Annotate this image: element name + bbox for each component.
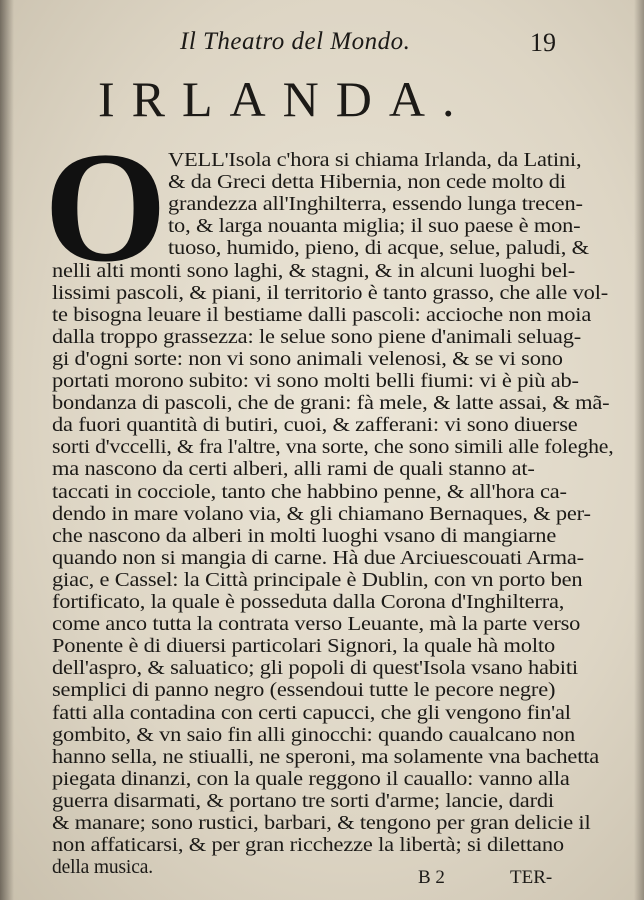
text-line: & manare; sono rustici, barbari, & tengono per gran delicie il (52, 813, 591, 834)
text-line: gombito, & vn saio fin alli ginocchi: quando caualcano non (52, 724, 576, 746)
chapter-title: IRLANDA. (98, 71, 472, 127)
text-line: Ponente è di diuersi particolari Signori, la quale hà molto (52, 636, 555, 658)
drop-cap-initial: O (44, 120, 167, 295)
text-line: dalla troppo grassezza: le selue sono piene d'animali seluag- (52, 326, 582, 348)
text-line: fortificato, la quale è posseduta dalla Corona d'Inghilterra, (52, 592, 565, 613)
text-line: piegata dinanzi, con la quale reggono il cauallo: vanno alla (52, 768, 570, 790)
text-line: della musica. (52, 857, 153, 879)
text-line: dendo in mare volano via, & gli chiamano Bernaques, & per- (52, 503, 591, 525)
text-line: come anco tutta la contrata verso Leuante, mà la parte verso (52, 614, 581, 636)
text-line: fatti alla contadina con certi capucci, che gli vengono fin'al (52, 702, 571, 724)
text-line: ma nascono da certi alberi, alli rami de quali stanno at- (52, 459, 535, 481)
footer-line (0, 867, 644, 891)
text-line: sorti d'vccelli, & fra l'altre, vna sorte, che sono simili alle foleghe, (52, 437, 614, 459)
text-line: bondanza di pascoli, che de grani: fà mele, & latte assai, & mã- (52, 393, 610, 415)
page-edge-shadow-right (634, 0, 644, 900)
text-line: VELL'Isola c'hora si chiama Irlanda, da Latini, (168, 150, 582, 171)
text-line: quando non si mangia di carne. Hà due Arciuescouati Arma- (52, 547, 584, 569)
text-line: te bisogna leuare il bestiame dalli pascoli: accioche non moia (52, 304, 592, 326)
text-line: to, & larga nouanta miglia; il suo paese è mon- (168, 216, 581, 238)
text-line: guerra disarmati, & portano tre sorti d'arme; lancie, dardi (52, 790, 554, 812)
page-edge-shadow (0, 0, 14, 900)
text-line: non affaticarsi, & per gran ricchezze la libertà; si dilettano (52, 835, 564, 857)
running-head (0, 28, 644, 60)
text-line: tuoso, humido, pieno, di acque, selue, paludi, & (168, 238, 589, 260)
text-line: da fuori quantità di butiri, cuoi, & zafferani: vi sono diuerse (52, 415, 578, 437)
text-line: semplici di panno negro (essendoui tutte le pecore negre) (52, 680, 556, 702)
text-line: taccati in cocciole, tanto che habbino penne, & all'hora ca- (52, 481, 567, 503)
text-line: hanno sella, ne stiualli, ne speroni, ma solamente vna bachetta (52, 746, 600, 768)
running-title: Il Theatro del Mondo. (180, 28, 411, 55)
text-line: gi d'ogni sorte: non vi sono animali velenosi, & se vi sono (52, 348, 563, 370)
text-line: nelli alti monti sono laghi, & stagni, & in alcuni luoghi bel- (52, 260, 576, 282)
catchword: TER- (510, 867, 553, 888)
text-line: portati morono subito: vi sono molti belli fiumi: vi è più ab- (52, 371, 579, 392)
text-line: che nascono da alberi in molti luoghi vsano di mangiarne (52, 525, 557, 547)
text-line: & da Greci detta Hibernia, non cede molto di (168, 172, 566, 194)
page-number: 19 (530, 28, 556, 57)
text-line: giac, e Cassel: la Città principale è Dublin, con vn porto ben (52, 569, 583, 591)
text-line: grandezza all'Inghilterra, essendo lunga trecen- (168, 194, 583, 216)
text-line: lissimi pascoli, & piani, il territorio è tanto grasso, che alle vol- (52, 282, 609, 304)
signature-mark: B 2 (418, 867, 445, 888)
text-line: dell'aspro, & saluatico; gli popoli di quest'Isola vsano habiti (52, 658, 578, 680)
